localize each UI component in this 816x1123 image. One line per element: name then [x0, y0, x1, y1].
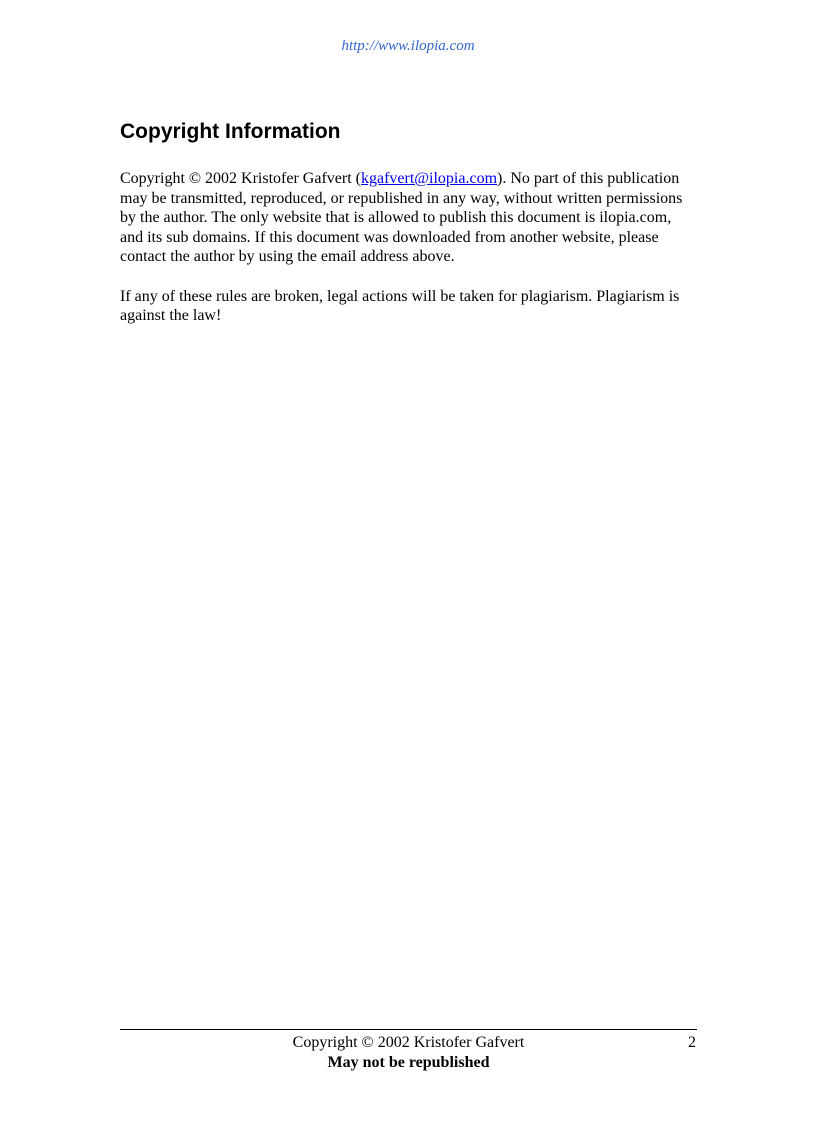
footer-notice: May not be republished	[327, 1054, 490, 1071]
header-url[interactable]: http://www.ilopia.com	[341, 38, 475, 54]
paragraph-text-before-link: Copyright © 2002 Kristofer Gafvert (	[120, 170, 361, 187]
footer-divider	[120, 1029, 697, 1030]
email-link[interactable]: kgafvert@ilopia.com	[361, 170, 498, 187]
page-number: 2	[688, 1034, 696, 1051]
footer-copyright: Copyright © 2002 Kristofer Gafvert	[292, 1034, 525, 1051]
page-title: Copyright Information	[120, 120, 341, 143]
copyright-paragraph	[120, 169, 696, 267]
paragraph-text-after-link: ). No part of this publication may be transmitted, reproduced, or republished in any way, without written permissions by the author. The only website that is allowed to publish this document is ilopia.com, and its sub domains. If this document was downloaded from another website, please contact the author by using the email address above.	[120, 170, 683, 266]
footer	[120, 1033, 697, 1073]
document-body	[120, 169, 696, 345]
plagiarism-paragraph: If any of these rules are broken, legal actions will be taken for plagiarism. Plagiarism is against the law!	[120, 287, 680, 325]
